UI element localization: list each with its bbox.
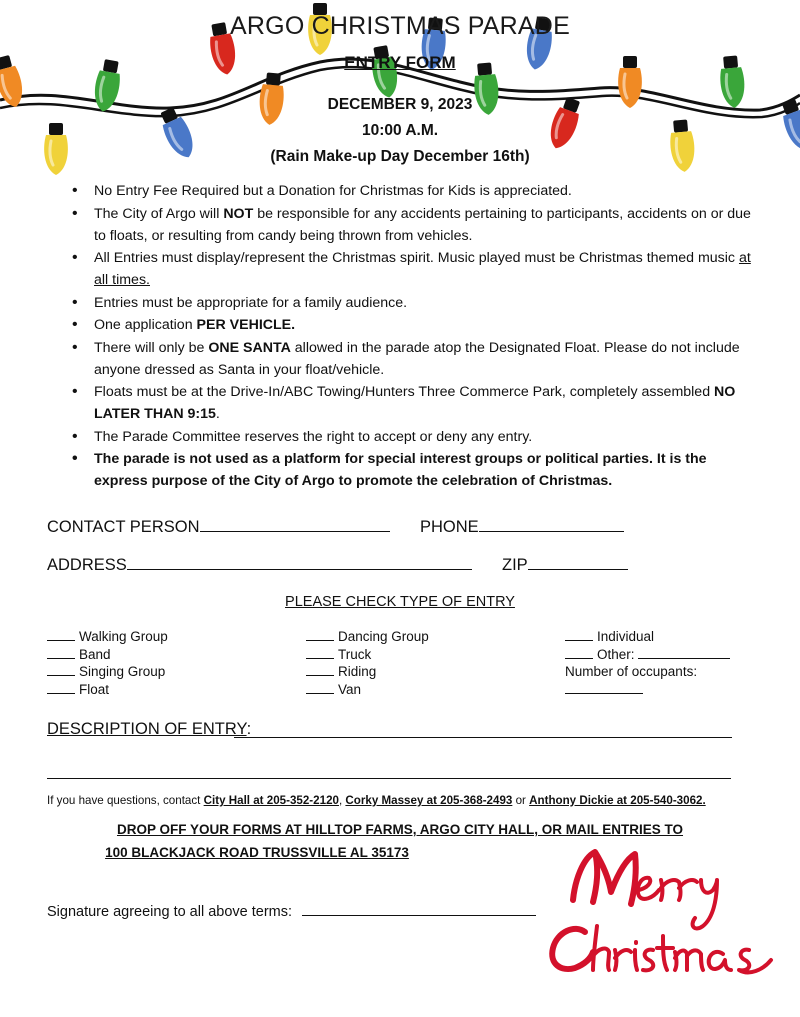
rule-item: • All Entries must display/represent the Christmas spirit. Music played must be Christmas themed music at all times. xyxy=(72,247,762,291)
entry-option[interactable]: Singing Group xyxy=(47,663,168,681)
entry-option[interactable]: Dancing Group xyxy=(306,628,429,646)
zip-field[interactable] xyxy=(528,554,628,570)
checkbox-blank[interactable] xyxy=(565,628,593,641)
description-label: DESCRIPTION OF ENTRY xyxy=(47,720,247,738)
phone-row xyxy=(420,516,624,537)
rule-item: • The City of Argo will NOT be responsible for any accidents pertaining to participants, accidents on or due to floats, or resulting from candy being thrown from vehicles. xyxy=(72,203,762,247)
entry-option[interactable]: Other: xyxy=(565,646,734,664)
checkbox-blank[interactable] xyxy=(47,646,75,659)
phone-field[interactable] xyxy=(479,516,624,532)
event-time: 10:00 A.M. xyxy=(361,122,439,139)
entry-option[interactable]: Float xyxy=(47,681,168,699)
checkbox-blank[interactable] xyxy=(306,628,334,641)
entry-type-heading: PLEASE CHECK TYPE OF ENTRY xyxy=(285,594,515,610)
contact-person-field[interactable] xyxy=(200,516,390,532)
entry-type-column-3 xyxy=(565,628,734,699)
entry-option[interactable]: Riding xyxy=(306,663,429,681)
rule-item: • There will only be ONE SANTA allowed in the parade atop the Designated Float. Please do not include anyone dressed as Santa in your float/vehicle. xyxy=(72,337,762,381)
checkbox-blank[interactable] xyxy=(47,628,75,641)
contact-person-label: CONTACT PERSON xyxy=(47,518,200,536)
contact-person-row xyxy=(47,516,390,537)
rule-item: • No Entry Fee Required but a Donation for Christmas for Kids is appreciated. xyxy=(72,180,762,202)
other-field[interactable] xyxy=(638,646,730,659)
city-hall-contact: City Hall at 205-352-2120 xyxy=(203,794,339,807)
occupants-field[interactable] xyxy=(565,681,643,694)
rules-list xyxy=(72,180,762,493)
occupants-label: Number of occupants: xyxy=(565,664,698,680)
entry-option[interactable]: Band xyxy=(47,646,168,664)
zip-row xyxy=(502,554,628,575)
address-field[interactable] xyxy=(127,554,472,570)
dropoff-line-2: 100 BLACKJACK ROAD TRUSSVILLE AL 35173 xyxy=(105,845,409,860)
checkbox-blank[interactable] xyxy=(565,646,593,659)
description-row: DESCRIPTION OF ENTRY: xyxy=(47,720,252,738)
entry-type-column-2 xyxy=(306,628,429,699)
address-row xyxy=(47,554,472,575)
corky-massey-contact: Corky Massey at 205-368-2493 xyxy=(345,794,513,807)
event-date: DECEMBER 9, 2023 xyxy=(327,96,473,113)
checkbox-blank[interactable] xyxy=(47,681,75,694)
signature-row xyxy=(47,903,536,920)
zip-label: ZIP xyxy=(502,556,528,574)
anthony-dickie-contact: Anthony Dickie at 205-540-3062. xyxy=(529,794,706,807)
signature-label: Signature agreeing to all above terms: xyxy=(47,904,293,920)
checkbox-blank[interactable] xyxy=(306,663,334,676)
entry-option[interactable]: Van xyxy=(306,681,429,699)
checkbox-blank[interactable] xyxy=(47,663,75,676)
rain-date: (Rain Make-up Day December 16th) xyxy=(270,148,530,165)
page-title: ARGO CHRISTMAS PARADE xyxy=(230,12,570,40)
description-field-line-2[interactable] xyxy=(47,778,731,779)
description-field-line-1[interactable] xyxy=(234,737,732,738)
checkbox-blank[interactable] xyxy=(306,646,334,659)
signature-field[interactable] xyxy=(302,903,536,916)
rule-item: • One application PER VEHICLE. xyxy=(72,314,762,336)
rule-item: • The parade is not used as a platform for special interest groups or political parties. It is the express purpose of the City of Argo to promote the celebration of Christmas. xyxy=(72,448,762,492)
entry-option[interactable]: Walking Group xyxy=(47,628,168,646)
checkbox-blank[interactable] xyxy=(306,681,334,694)
entry-option[interactable]: Individual xyxy=(565,628,734,646)
rule-item: • Floats must be at the Drive-In/ABC Towing/Hunters Three Commerce Park, completely assembled NO LATER THAN 9:15. xyxy=(72,381,762,425)
dropoff-line-1: DROP OFF YOUR FORMS AT HILLTOP FARMS, ARGO CITY HALL, OR MAIL ENTRIES TO xyxy=(116,822,684,837)
merry-christmas-logo xyxy=(535,840,785,990)
address-label: ADDRESS xyxy=(47,556,127,574)
entry-type-column-1 xyxy=(47,628,168,699)
entry-option[interactable]: Truck xyxy=(306,646,429,664)
rule-item: • The Parade Committee reserves the right to accept or deny any entry. xyxy=(72,426,762,448)
contact-info: If you have questions, contact City Hall at 205-352-2120, Corky Massey at 205-368-2493 or Anthony Dickie at 205-540-3062. xyxy=(47,794,706,807)
phone-label: PHONE xyxy=(420,518,479,536)
form-subtitle: ENTRY FORM xyxy=(344,53,456,72)
rule-item: • Entries must be appropriate for a family audience. xyxy=(72,292,762,314)
